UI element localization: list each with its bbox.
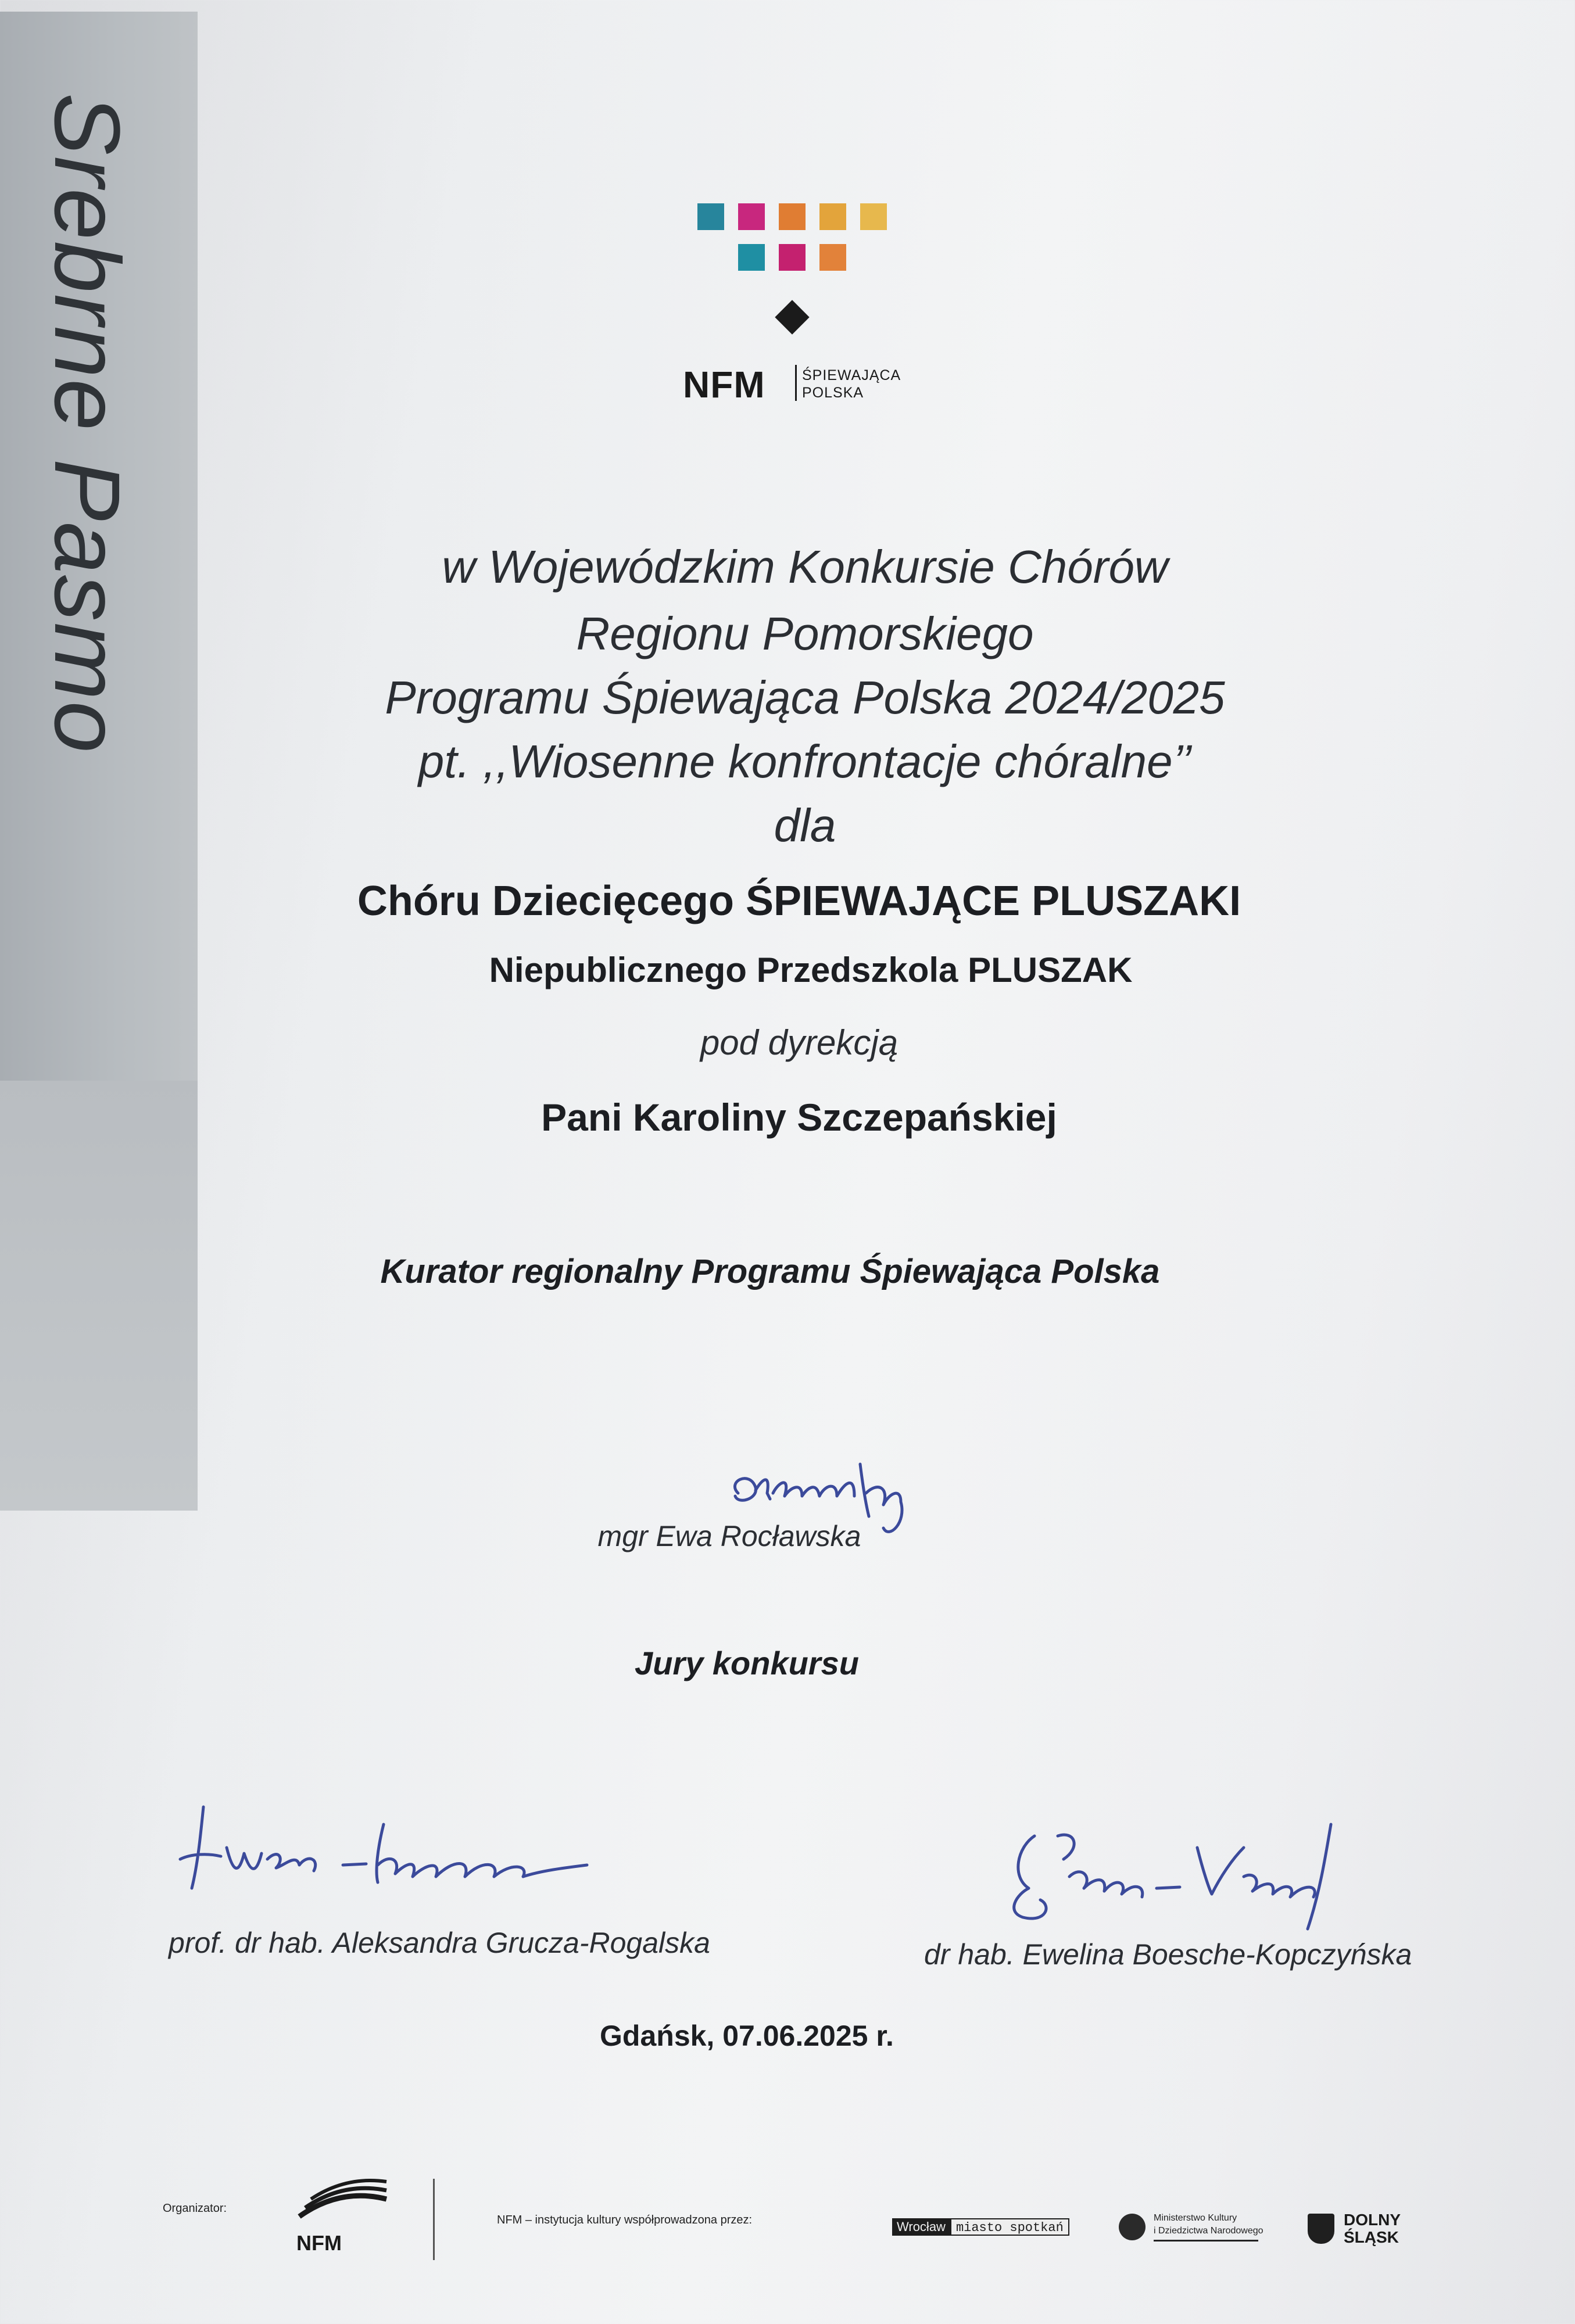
logo-square [738, 244, 765, 271]
side-band-lower [0, 1081, 198, 1511]
logo-square [819, 244, 846, 271]
intro-line-5: dla [774, 799, 836, 851]
intro-line-1: w Wojewódzkim Konkursie Chórów [442, 541, 1168, 593]
logo-subtitle-1: ŚPIEWAJĄCA [802, 367, 901, 383]
logo-subtitle-2: POLSKA [802, 385, 864, 401]
nfm-building-icon [293, 2176, 392, 2228]
region-line-1: DOLNY [1344, 2211, 1401, 2229]
intro-line-2: Regionu Pomorskiego [576, 608, 1034, 659]
jury-heading: Jury konkursu [635, 1645, 859, 1681]
school-name: Niepublicznego Przedszkola PLUSZAK [489, 951, 1133, 989]
logo-square [819, 203, 846, 230]
jury-name-2: dr hab. Ewelina Boesche-Kopczyńska [924, 1938, 1412, 1971]
band-title: Srebrne Pasmo [35, 93, 139, 754]
cofunded-label: NFM – instytucja kultury współprowadzona przez: [497, 2214, 753, 2226]
eagle-icon [1119, 2214, 1146, 2240]
region-eagle-icon [1308, 2214, 1334, 2244]
direction-label: pod dyrekcją [700, 1023, 899, 1062]
director-name: Pani Karoliny Szczepańskiej [541, 1096, 1057, 1139]
wroclaw-part-a: Wrocław [892, 2218, 950, 2236]
ministry-line-2: i Dziedzictwa Narodowego [1154, 2226, 1263, 2236]
nfm-logo [683, 198, 901, 418]
logo-square [738, 203, 765, 230]
intro-line-3: Programu Śpiewająca Polska 2024/2025 [385, 672, 1225, 723]
footer-divider [433, 2179, 435, 2260]
wroclaw-part-b: miasto spotkań [950, 2218, 1069, 2236]
curator-heading: Kurator regionalny Programu Śpiewająca Polska [380, 1253, 1160, 1290]
logo-square [697, 203, 724, 230]
nfm-organizer-logo [293, 2176, 398, 2263]
organizer-label: Organizator: [163, 2202, 227, 2215]
logo-square [779, 203, 806, 230]
jury-name-1: prof. dr hab. Aleksandra Grucza-Rogalska [169, 1927, 710, 1959]
jury-signature-2 [982, 1813, 1389, 1941]
ministry-logo [1119, 2211, 1270, 2246]
wroclaw-logo [892, 2218, 1069, 2236]
logo-divider [795, 365, 797, 401]
organizer-brand: NFM [296, 2231, 342, 2255]
intro-line-4: pt. ,,Wiosenne konfrontacje chóralne’’ [418, 736, 1192, 787]
ministry-line-1: Ministerstwo Kultury [1154, 2213, 1237, 2223]
place-date: Gdańsk, 07.06.2025 r. [600, 2020, 894, 2052]
jury-signature-1 [169, 1789, 610, 1917]
region-line-2: ŚLĄSK [1344, 2228, 1399, 2246]
curator-name: mgr Ewa Rocławska [597, 1520, 861, 1552]
logo-square [860, 203, 887, 230]
dolny-slask-logo [1308, 2211, 1424, 2251]
logo-diamond-icon [775, 300, 809, 334]
logo-brand: NFM [683, 364, 765, 406]
logo-square [779, 244, 806, 271]
choir-name: Chóru Dziecięcego ŚPIEWAJĄCE PLUSZAKI [357, 878, 1241, 924]
